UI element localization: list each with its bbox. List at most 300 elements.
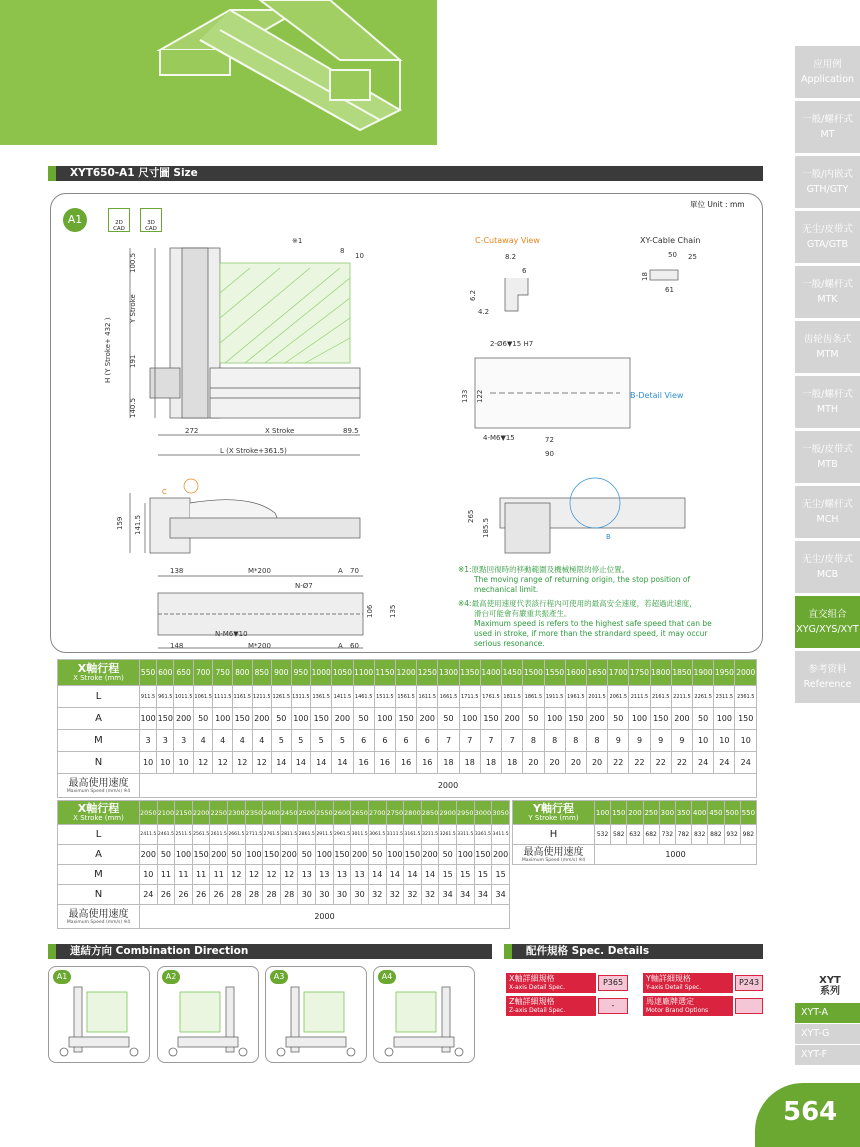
t2-head-cell: 2600 <box>333 801 351 825</box>
t2-L-cell: 2461.5 <box>157 825 175 845</box>
t1-A-cell: 150 <box>480 708 501 730</box>
t2-A-cell: 150 <box>474 845 492 865</box>
t1-L-cell: 1311.5 <box>291 686 311 708</box>
t1-A-cell: 50 <box>523 708 544 730</box>
tab-application[interactable]: 应用例 Application <box>795 46 860 98</box>
dim-191: 191 <box>129 354 137 368</box>
t1-L-cell: 911.5 <box>140 686 157 708</box>
t2-head-cell: 2400 <box>263 801 281 825</box>
t2-head-cell: 2500 <box>298 801 316 825</box>
combo-a2[interactable] <box>157 966 259 1063</box>
t2-N-cell: 34 <box>439 885 457 905</box>
t1-head-cell: 1700 <box>608 660 629 686</box>
t3-H-cell: 932 <box>724 825 740 845</box>
t2-N-cell: 32 <box>386 885 404 905</box>
t2-L-cell: 2661.5 <box>228 825 246 845</box>
t1-N-cell: 22 <box>629 752 650 774</box>
cable-dim-18: 18 <box>641 272 649 281</box>
t1-M-cell: 4 <box>213 730 233 752</box>
bdetail-dim-133: 133 <box>461 389 469 403</box>
dim-m200-top: M*200 <box>248 567 271 575</box>
cable-dim-50: 50 <box>668 251 677 259</box>
t1-L-cell: 1161.5 <box>232 686 252 708</box>
t2-head-cell: 2250 <box>210 801 228 825</box>
t1-M-cell: 4 <box>193 730 213 752</box>
tab-gta-gtb[interactable]: 无尘/皮带式 GTA/GTB <box>795 211 860 263</box>
t3-head-cell: 350 <box>675 801 691 825</box>
t1-L-cell: 1261.5 <box>272 686 292 708</box>
t1-L-cell: 2311.5 <box>714 686 735 708</box>
t2-N-cell: 30 <box>298 885 316 905</box>
dim-a-top: A <box>338 567 343 575</box>
t2-M-cell: 11 <box>175 865 193 885</box>
dim-272: 272 <box>185 427 199 435</box>
header-illustration <box>0 0 437 145</box>
t1-M-cell: 3 <box>174 730 194 752</box>
t2-head-cell: 3050 <box>492 801 510 825</box>
spec-x-axis-page[interactable]: P365 <box>598 975 628 991</box>
t3-head-cell: 250 <box>643 801 659 825</box>
t2-N-cell: 32 <box>404 885 422 905</box>
t3-H-cell: 882 <box>708 825 724 845</box>
dim-141-5: 141.5 <box>134 514 142 535</box>
cad-2d-icon[interactable]: 2D CAD <box>108 208 130 232</box>
cable-dim-61: 61 <box>665 286 674 294</box>
t2-M-cell: 15 <box>456 865 474 885</box>
t1-N-cell: 14 <box>332 752 353 774</box>
t2-M-cell: 14 <box>421 865 439 885</box>
spec-y-axis[interactable]: Y軸詳細規格 Y-axis Detail Spec. <box>643 973 733 993</box>
t2-L-cell: 3011.5 <box>351 825 369 845</box>
t1-N-cell: 18 <box>502 752 523 774</box>
t2-M-cell: 13 <box>333 865 351 885</box>
t2-M-cell: 14 <box>368 865 386 885</box>
series-xyt-a[interactable]: XYT-A <box>795 1003 860 1023</box>
t1-L-cell: 1811.5 <box>502 686 523 708</box>
cad-3d-icon[interactable]: 3D CAD <box>140 208 162 232</box>
t1-head-cell: 950 <box>291 660 311 686</box>
t1-head-cell: 1750 <box>629 660 650 686</box>
t1-A-cell: 50 <box>608 708 629 730</box>
t2-M-cell: 12 <box>263 865 281 885</box>
spec-section-header: 配件規格 Spec. Details <box>504 944 763 959</box>
t2-L-cell: 2511.5 <box>175 825 193 845</box>
t2-A-cell: 150 <box>333 845 351 865</box>
t2-N-cell: 30 <box>316 885 334 905</box>
t1-A-cell: 150 <box>232 708 252 730</box>
t2-M-cell: 12 <box>228 865 246 885</box>
t1-N-cell: 10 <box>140 752 157 774</box>
t1-head-cell: 1950 <box>714 660 735 686</box>
model-badge: A1 <box>63 208 87 232</box>
tab-mt[interactable]: 一般/螺杆式 MT <box>795 101 860 153</box>
t1-N-cell: 12 <box>213 752 233 774</box>
t1-head-cell: 1200 <box>395 660 416 686</box>
t1-A-cell: 50 <box>693 708 714 730</box>
t2-head-cell: 3000 <box>474 801 492 825</box>
t1-M-cell: 6 <box>395 730 416 752</box>
t2-N-cell: 32 <box>421 885 439 905</box>
t1-header-label: X軸行程 X Stroke (mm) <box>58 660 140 686</box>
dim-n-o7: N-Ø7 <box>295 582 313 590</box>
t2-N-cell: 30 <box>351 885 369 905</box>
series-xyt-g[interactable]: XYT-G <box>795 1024 860 1044</box>
t2-speed-value: 2000 <box>140 905 510 929</box>
t1-L-cell: 1011.5 <box>174 686 194 708</box>
t1-A-cell: 200 <box>417 708 438 730</box>
t2-A-cell: 150 <box>263 845 281 865</box>
combo-a3-badge: A3 <box>270 970 288 984</box>
spec-motor-brand-value[interactable] <box>735 998 763 1014</box>
t1-A-cell: 150 <box>650 708 671 730</box>
t2-N-cell: 34 <box>456 885 474 905</box>
t2-A-cell: 200 <box>140 845 158 865</box>
t1-L-cell: 1111.5 <box>213 686 233 708</box>
t2-A-cell: 100 <box>316 845 334 865</box>
dim-159: 159 <box>116 516 124 530</box>
t1-A-cell: 150 <box>395 708 416 730</box>
spec-z-axis-page[interactable]: - <box>598 998 628 1014</box>
dim-60: 60 <box>350 642 359 650</box>
t2-N-cell: 26 <box>157 885 175 905</box>
spec-z-axis[interactable]: Z軸詳細規格 Z-axis Detail Spec. <box>506 996 596 1016</box>
tab-gth-gty[interactable]: 一般/内嵌式 GTH/GTY <box>795 156 860 208</box>
t2-M-cell: 11 <box>157 865 175 885</box>
t3-H-cell: 682 <box>643 825 659 845</box>
t1-N-cell: 12 <box>232 752 252 774</box>
t1-A-cell: 100 <box>291 708 311 730</box>
t1-A-cell: 200 <box>174 708 194 730</box>
t1-L-cell: 1561.5 <box>395 686 416 708</box>
t1-L-cell: 961.5 <box>157 686 174 708</box>
t1-row-label-l: L <box>58 686 140 708</box>
t2-head-cell: 2800 <box>404 801 422 825</box>
t1-A-cell: 100 <box>140 708 157 730</box>
tab-mtk[interactable]: 一般/螺杆式 MTK <box>795 266 860 318</box>
combo-a1[interactable] <box>48 966 150 1063</box>
dim-x-stroke: X Stroke <box>265 427 295 435</box>
note-1-zh: ※1:原點回復時的移動範圍及機械極限的停止位置。 <box>458 565 630 574</box>
t1-M-cell: 6 <box>353 730 374 752</box>
t3-speed-value: 1000 <box>595 845 757 865</box>
dim-100-5: 100.5 <box>129 252 137 273</box>
cable-title: XY-Cable Chain <box>640 236 701 245</box>
t1-M-cell: 6 <box>374 730 395 752</box>
x-stroke-table-1 <box>57 659 757 798</box>
t1-A-cell: 200 <box>332 708 353 730</box>
t1-M-cell: 5 <box>291 730 311 752</box>
t1-A-cell: 50 <box>438 708 459 730</box>
t1-N-cell: 22 <box>608 752 629 774</box>
t2-N-cell: 28 <box>245 885 263 905</box>
t1-A-cell: 100 <box>213 708 233 730</box>
tab-mtb[interactable]: 一般/皮带式 MTB <box>795 431 860 483</box>
t1-N-cell: 16 <box>374 752 395 774</box>
cutaway-title: C-Cutaway View <box>475 236 540 245</box>
y-stroke-table <box>512 800 757 865</box>
dim-8: 8 <box>340 247 345 255</box>
t1-M-cell: 10 <box>693 730 714 752</box>
dim-a-bottom: A <box>338 642 343 650</box>
x-stroke-table-2 <box>57 800 510 929</box>
t2-head-cell: 2950 <box>456 801 474 825</box>
bdetail-dim-m6: 4-M6▼15 <box>483 434 515 442</box>
t2-L-cell: 2411.5 <box>140 825 158 845</box>
unit-label: 單位 Unit : mm <box>690 200 745 209</box>
t2-head-cell: 2700 <box>368 801 386 825</box>
t1-speed-value: 2000 <box>140 774 757 798</box>
t1-N-cell: 18 <box>459 752 480 774</box>
t1-A-cell: 200 <box>502 708 523 730</box>
t1-M-cell: 4 <box>232 730 252 752</box>
t3-head-cell: 200 <box>627 801 643 825</box>
t1-A-cell: 200 <box>671 708 692 730</box>
t1-N-cell: 16 <box>395 752 416 774</box>
note-4-zh-a: ※4:最高使用速度代表該行程內可使用的最高安全速度，若超過此速度， <box>458 599 697 608</box>
tab-reference[interactable]: 参考资料 Reference <box>795 651 860 703</box>
t2-L-cell: 2561.5 <box>192 825 210 845</box>
t1-N-cell: 14 <box>272 752 292 774</box>
t2-A-cell: 100 <box>386 845 404 865</box>
t3-header-label: Y軸行程 Y Stroke (mm) <box>513 801 595 825</box>
combo-a2-badge: A2 <box>162 970 180 984</box>
t2-L-cell: 2811.5 <box>280 825 298 845</box>
bdetail-dim-90: 90 <box>545 450 554 458</box>
cutaway-dim-6: 6 <box>522 267 527 275</box>
t2-L-cell: 3211.5 <box>421 825 439 845</box>
t3-H-cell: 832 <box>692 825 708 845</box>
t3-head-cell: 100 <box>595 801 611 825</box>
combo-a1-badge: A1 <box>53 970 71 984</box>
t1-head-cell: 1650 <box>586 660 607 686</box>
t1-L-cell: 2011.5 <box>586 686 607 708</box>
t1-L-cell: 1861.5 <box>523 686 544 708</box>
note-1-en: The moving range of returning origin, the stop position of mechanical limit. <box>474 575 691 594</box>
tab-mch[interactable]: 无尘/螺杆式 MCH <box>795 486 860 538</box>
t2-A-cell: 150 <box>192 845 210 865</box>
t1-M-cell: 5 <box>311 730 332 752</box>
t2-A-cell: 100 <box>456 845 474 865</box>
t1-speed-label: 最高使用速度 Maximum Speed (mm/s) ※4 <box>58 774 140 798</box>
t1-head-cell: 900 <box>272 660 292 686</box>
t1-head-cell: 1300 <box>438 660 459 686</box>
t1-N-cell: 10 <box>174 752 194 774</box>
tab-mth[interactable]: 一般/螺杆式 MTH <box>795 376 860 428</box>
t1-L-cell: 1761.5 <box>480 686 501 708</box>
t1-L-cell: 2361.5 <box>735 686 757 708</box>
t2-head-cell: 2300 <box>228 801 246 825</box>
t3-H-cell: 632 <box>627 825 643 845</box>
t1-head-cell: 1050 <box>332 660 353 686</box>
t1-M-cell: 10 <box>735 730 757 752</box>
series-title: XYT 系列 <box>819 975 841 997</box>
t2-M-cell: 12 <box>280 865 298 885</box>
t1-M-cell: 9 <box>650 730 671 752</box>
t2-A-cell: 200 <box>210 845 228 865</box>
t2-speed-label: 最高使用速度 Maximum Speed (mm/s) ※4 <box>58 905 140 929</box>
t1-M-cell: 8 <box>586 730 607 752</box>
t1-N-cell: 20 <box>586 752 607 774</box>
t1-M-cell: 7 <box>480 730 501 752</box>
t3-H-cell: 732 <box>659 825 675 845</box>
bdetail-dim-72: 72 <box>545 436 554 444</box>
t1-A-cell: 200 <box>252 708 272 730</box>
t2-A-cell: 200 <box>351 845 369 865</box>
t1-N-cell: 16 <box>353 752 374 774</box>
t1-row-label-a: A <box>58 708 140 730</box>
dim-70: 70 <box>350 567 359 575</box>
t1-L-cell: 2261.5 <box>693 686 714 708</box>
t1-N-cell: 24 <box>714 752 735 774</box>
t1-M-cell: 7 <box>438 730 459 752</box>
t1-L-cell: 1211.5 <box>252 686 272 708</box>
t3-H-cell: 982 <box>740 825 756 845</box>
t2-M-cell: 14 <box>404 865 422 885</box>
dim-h: H (Y Stroke+ 432 ) <box>104 317 112 383</box>
t2-M-cell: 15 <box>492 865 510 885</box>
tab-mtm[interactable]: 齿轮齿条式 MTM <box>795 321 860 373</box>
combo-a3[interactable] <box>265 966 367 1063</box>
t2-L-cell: 3261.5 <box>439 825 457 845</box>
t2-A-cell: 200 <box>421 845 439 865</box>
t1-head-cell: 550 <box>140 660 157 686</box>
dim-y-stroke: Y Stroke <box>129 294 137 323</box>
t2-N-cell: 26 <box>192 885 210 905</box>
cutaway-dim-6-2: 6.2 <box>469 289 477 301</box>
label-b: B <box>606 533 611 541</box>
t2-head-cell: 2850 <box>421 801 439 825</box>
t2-L-cell: 3361.5 <box>474 825 492 845</box>
t1-M-cell: 4 <box>252 730 272 752</box>
t2-L-cell: 3111.5 <box>386 825 404 845</box>
dim-n-m6: N-M6▼10 <box>215 630 248 638</box>
t1-M-cell: 9 <box>629 730 650 752</box>
t2-A-cell: 50 <box>368 845 386 865</box>
cutaway-dim-4-2: 4.2 <box>478 308 490 316</box>
t2-A-cell: 50 <box>298 845 316 865</box>
t1-head-cell: 850 <box>252 660 272 686</box>
t1-M-cell: 5 <box>272 730 292 752</box>
t2-header-label: X軸行程 X Stroke (mm) <box>58 801 140 825</box>
notes <box>458 565 728 649</box>
t1-head-cell: 1100 <box>353 660 374 686</box>
dim-135: 135 <box>389 604 397 618</box>
t1-N-cell: 22 <box>650 752 671 774</box>
tab-xyg-xys-xyt[interactable]: 直交组合 XYG/XYS/XYT <box>795 596 860 648</box>
t2-head-cell: 2350 <box>245 801 263 825</box>
t2-head-cell: 2650 <box>351 801 369 825</box>
t2-M-cell: 14 <box>386 865 404 885</box>
t1-A-cell: 100 <box>714 708 735 730</box>
t2-M-cell: 15 <box>474 865 492 885</box>
dim-89-5: 89.5 <box>343 427 359 435</box>
t1-M-cell: 5 <box>332 730 353 752</box>
t1-L-cell: 1711.5 <box>459 686 480 708</box>
t2-M-cell: 15 <box>439 865 457 885</box>
t1-A-cell: 150 <box>565 708 586 730</box>
t2-M-cell: 13 <box>351 865 369 885</box>
t2-L-cell: 2961.5 <box>333 825 351 845</box>
t1-head-cell: 1250 <box>417 660 438 686</box>
t1-M-cell: 7 <box>502 730 523 752</box>
t2-L-cell: 2611.5 <box>210 825 228 845</box>
t1-L-cell: 2061.5 <box>608 686 629 708</box>
spec-x-axis[interactable]: X軸詳細規格 X-axis Detail Spec. <box>506 973 596 993</box>
t2-M-cell: 11 <box>192 865 210 885</box>
t2-N-cell: 24 <box>140 885 158 905</box>
t1-A-cell: 50 <box>272 708 292 730</box>
t1-M-cell: 8 <box>544 730 565 752</box>
dim-138: 138 <box>170 567 184 575</box>
t1-A-cell: 100 <box>459 708 480 730</box>
dim-148: 148 <box>170 642 184 650</box>
t2-head-cell: 2750 <box>386 801 404 825</box>
spec-motor-brand[interactable]: 馬達廠牌選定 Motor Brand Options <box>643 996 733 1016</box>
t2-M-cell: 10 <box>140 865 158 885</box>
t1-A-cell: 100 <box>374 708 395 730</box>
t1-N-cell: 12 <box>252 752 272 774</box>
t2-L-cell: 3161.5 <box>404 825 422 845</box>
t3-head-cell: 150 <box>611 801 627 825</box>
combo-a4[interactable] <box>373 966 475 1063</box>
t1-M-cell: 10 <box>714 730 735 752</box>
t1-head-cell: 800 <box>232 660 252 686</box>
t1-A-cell: 150 <box>735 708 757 730</box>
dim-140-5: 140.5 <box>129 397 137 418</box>
t1-L-cell: 2111.5 <box>629 686 650 708</box>
t1-N-cell: 20 <box>544 752 565 774</box>
note-4-en: Maximum speed is refers to the highest safe speed that can be used in stroke, if more than the strandard speed, it may occur serious resonance. <box>474 619 712 648</box>
t2-head-cell: 2150 <box>175 801 193 825</box>
dim-m200-bottom: M*200 <box>248 642 271 650</box>
page-number: 564 <box>755 1083 860 1147</box>
t1-head-cell: 1350 <box>459 660 480 686</box>
t1-N-cell: 12 <box>193 752 213 774</box>
t1-N-cell: 16 <box>417 752 438 774</box>
t1-L-cell: 2211.5 <box>671 686 692 708</box>
t2-M-cell: 11 <box>210 865 228 885</box>
series-xyt-f[interactable]: XYT-F <box>795 1045 860 1065</box>
t2-head-cell: 2900 <box>439 801 457 825</box>
t1-M-cell: 6 <box>417 730 438 752</box>
label-c: C <box>162 488 167 496</box>
dim-l: L (X Stroke+361.5) <box>220 447 287 455</box>
cable-dim-25: 25 <box>688 253 697 261</box>
series-list <box>795 1003 860 1066</box>
t1-L-cell: 1511.5 <box>374 686 395 708</box>
spec-y-axis-page[interactable]: P243 <box>735 975 763 991</box>
t1-A-cell: 50 <box>353 708 374 730</box>
dim-10: 10 <box>355 252 364 260</box>
t2-row-label-l: L <box>58 825 140 845</box>
t1-head-cell: 650 <box>174 660 194 686</box>
t1-A-cell: 100 <box>544 708 565 730</box>
t3-H-cell: 532 <box>595 825 611 845</box>
tab-mcb[interactable]: 无尘/皮带式 MCB <box>795 541 860 593</box>
t1-N-cell: 24 <box>735 752 757 774</box>
t1-N-cell: 20 <box>523 752 544 774</box>
t1-N-cell: 24 <box>693 752 714 774</box>
t1-N-cell: 18 <box>438 752 459 774</box>
t2-N-cell: 28 <box>228 885 246 905</box>
size-section-header: XYT650-A1 尺寸圖 Size <box>48 166 763 181</box>
t3-head-cell: 450 <box>708 801 724 825</box>
side-dim-185-5: 185.5 <box>482 517 490 538</box>
t2-N-cell: 34 <box>492 885 510 905</box>
t1-head-cell: 1450 <box>502 660 523 686</box>
t2-N-cell: 30 <box>333 885 351 905</box>
t1-N-cell: 18 <box>480 752 501 774</box>
